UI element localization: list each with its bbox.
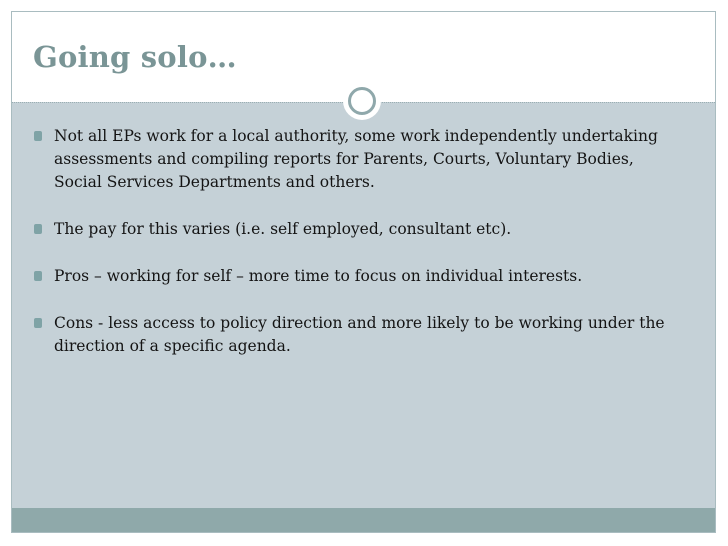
- bullet-marker-icon: [34, 224, 42, 234]
- bullet-list: [12, 125, 715, 382]
- circle-ornament-icon: [343, 82, 381, 120]
- bullet-item: [12, 218, 715, 241]
- bullet-marker-icon: [34, 318, 42, 328]
- slide-frame: [11, 11, 716, 533]
- bullet-item: [12, 312, 715, 358]
- footer-bar: [12, 508, 715, 532]
- bullet-item: [12, 125, 715, 194]
- bullet-marker-icon: [34, 131, 42, 141]
- bullet-item: [12, 265, 715, 288]
- bullet-text: Not all EPs work for a local authority, some work independently undertaking assessments and compiling reports for Parents, Courts, Voluntary Bodies, Social Services Departments and others.: [54, 127, 658, 191]
- slide-title: Going solo…: [33, 40, 237, 74]
- bullet-text: Pros – working for self – more time to focus on individual interests.: [54, 267, 583, 285]
- bullet-text: The pay for this varies (i.e. self employed, consultant etc).: [54, 220, 512, 238]
- bullet-marker-icon: [34, 271, 42, 281]
- bullet-text: Cons - less access to policy direction and more likely to be working under the direction of a specific agenda.: [54, 314, 665, 355]
